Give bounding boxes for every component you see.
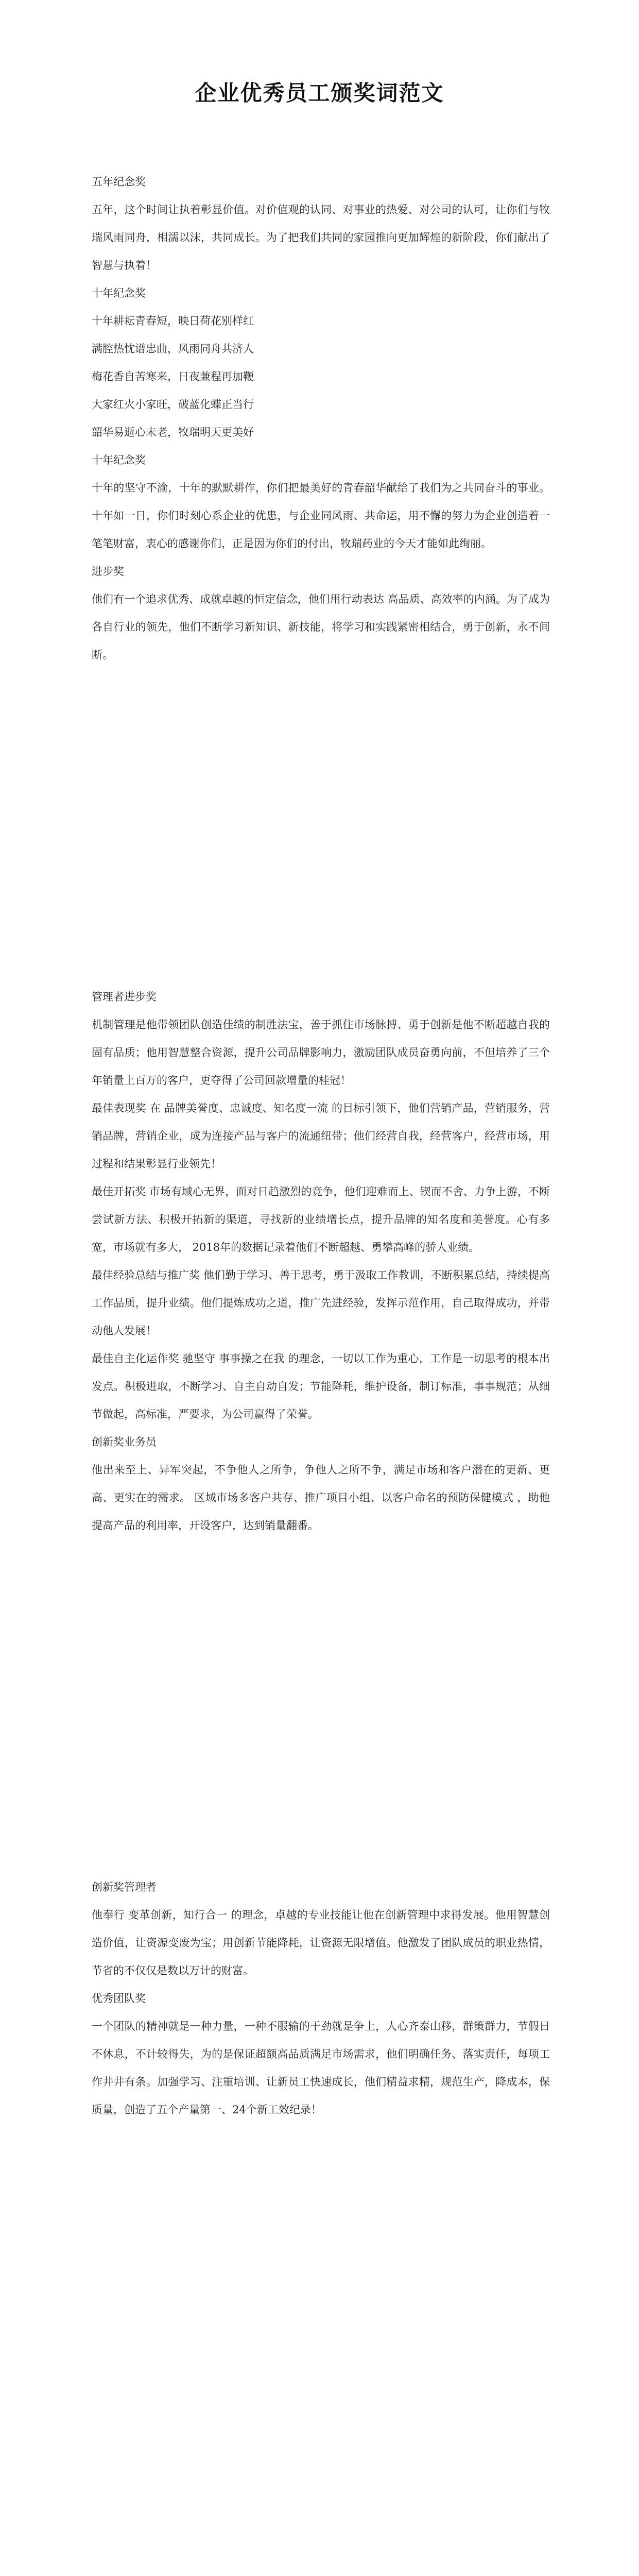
heading-ten-year-award: 十年纪念奖 [92,287,146,299]
poem-line: 十年耕耘青春短，映日荷花别样红 [92,315,254,327]
para-ten-year-award: 十年的坚守不渝，十年的默默耕作，你们把最美好的青春韶华献给了我们为之共同奋斗的事业。十年如一日，你们时刻心系企业的优患，与企业同风雨、共命运，用不懈的努力为企业创造着一笔笔财富，衷心的感谢你们，正是因为你们的付出，牧瑞药业的今天才能如此绚丽。 [92,482,550,550]
para-excellent-team-award: 一个团队的精神就是一种力量，一种不服输的干劲就是争上，人心齐泰山移，群策群力，节假日不休息，不计较得失，为的是保证超额高品质满足市场需求，他们明确任务、落实责任，每项工作井井有条。加强学习、注重培训、让新员工快速成长，他们精益求精，规范生产，降成本，保质量，创造了五个产量第一、24个新工效纪录！ [92,2020,550,2116]
section-page-1 [92,168,550,669]
page-title: 企业优秀员工颁奖词范文 [195,80,444,106]
para-progress-award: 他们有一个追求优秀、成就卓越的恒定信念，他们用行动表达 高品质、高效率的内涵。为了成为各自行业的领先，他们不断学习新知识、新技能，将学习和实践紧密相结合，勇于创新，永不间断。 [92,593,550,661]
section-page-2 [92,983,550,1539]
para-innovation-manager-award: 他奉行 变革创新，知行合一 的理念，卓越的专业技能让他在创新管理中求得发展。他用智慧创造价值，让资源变废为宝；用创新节能降耗，让资源无限增值。他激发了团队成员的职业热情，节省的不仅仅是数以万计的财富。 [92,1909,550,1977]
heading-ten-year-award-2: 十年纪念奖 [92,454,146,466]
heading-five-year-award: 五年纪念奖 [92,176,146,188]
poem-line: 满腔热忱谱忠曲，风雨同舟共济人 [92,343,254,355]
heading-manager-progress-award: 管理者进步奖 [92,991,157,1003]
para-best-pioneer-award: 最佳开拓奖 市场有域心无界，面对日趋激烈的竞争，他们迎难而上、锲而不舍、力争上游，不断尝试新方法、积极开拓新的渠道，寻找新的业绩增长点，提升品牌的知名度和美誉度。心有多宽，市场就有多大， 2018年的数据记录着他们不断超越、勇攀高峰的骄人业绩。 [92,1185,550,1253]
poem [92,307,550,446]
heading-innovation-manager-award: 创新奖管理者 [92,1881,157,1893]
heading-progress-award: 进步奖 [92,565,124,578]
heading-excellent-team-award: 优秀团队奖 [92,1992,146,2005]
section-page-3 [92,1873,550,2124]
para-best-autonomous-award: 最佳自主化运作奖 驰坚守 事事操之在我 的理念，一切以工作为重心，工作是一切思考的根本出发点。积极进取，不断学习、自主自动自发；节能降耗，维护设备，制订标准，事事规范；从细节做起，高标准，严要求，为公司赢得了荣誉。 [92,1352,550,1420]
heading-innovation-sales-award: 创新奖业务员 [92,1436,157,1448]
poem-line: 大家红火小家旺，破蓝化蝶正当行 [92,398,254,411]
para-manager-progress-award: 机制管理是他带领团队创造佳绩的制胜法宝，善于抓住市场脉搏、勇于创新是他不断超越自我的固有品质；他用智慧整合资源，提升公司品牌影响力，激励团队成员奋勇向前，不但培养了三个年销量上百万的客户，更夺得了公司回款增量的桂冠！ [92,1019,550,1087]
poem-line: 梅花香自苦寒来，日夜兼程再加鞭 [92,370,254,383]
para-five-year-award: 五年，这个时间让执着彰显价值。对价值观的认同、对事业的热爱、对公司的认可，让你们与牧瑞风雨同舟，相濡以沫，共同成长。为了把我们共同的家园推向更加辉煌的新阶段，你们献出了智慧与执着！ [92,204,550,272]
para-best-experience-award: 最佳经验总结与推广奖 他们勤于学习、善于思考，勇于汲取工作教训，不断积累总结，持续提高工作品质，提升业绩。他们提炼成功之道，推广先进经验，发挥示范作用，自己取得成功，并带动他人发展！ [92,1269,550,1337]
para-innovation-sales-award: 他出来至上、异军突起，不争他人之所争，争他人之所不争，满足市场和客户潜在的更新、更高、更实在的需求。 区域市场多客户共存、推广项目小组、以客户命名的预防保健模式 ，助他提高产品的利用率，开设客户，达到销量翻番。 [92,1464,550,1532]
para-best-performance-award: 最佳表现奖 在 品牌美誉度、忠诚度、知名度一流 的目标引领下，他们营销产品，营销服务，营销品牌，营销企业，成为连接产品与客户的流通纽带；他们经营自我，经营客户，经营市场，用过程和结果彰显行业领先！ [92,1102,550,1170]
poem-line: 韶华易逝心未老，牧瑞明天更美好 [92,426,254,438]
